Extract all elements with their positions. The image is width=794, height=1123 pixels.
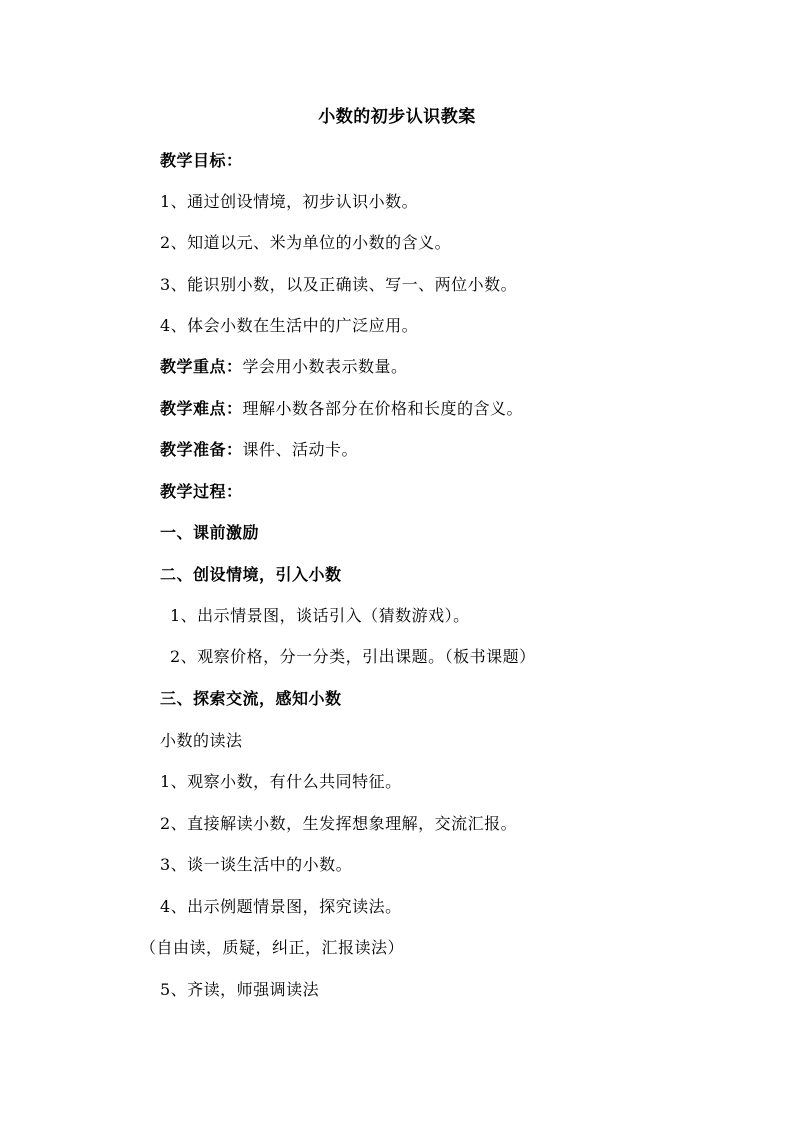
preparation-line — [160, 439, 358, 461]
section-heading: 三、探索交流，感知小数 — [160, 689, 342, 708]
difficulty-line — [160, 398, 523, 420]
key-point-text: 学会用小数表示数量。 — [242, 357, 408, 376]
objective-item: 2、知道以元、米为单位的小数的含义。 — [160, 233, 452, 252]
process-heading: 教学过程： — [160, 482, 243, 501]
difficulty-text: 理解小数各部分在价格和长度的含义。 — [242, 399, 524, 418]
objectives-heading: 教学目标： — [160, 151, 243, 170]
list-item: 1、出示情景图，谈话引入（猜数游戏）。 — [170, 606, 470, 625]
list-item: 5、齐读，师强调读法 — [160, 980, 320, 999]
list-item: 2、观察价格，分一分类，引出课题。（板书课题） — [170, 647, 536, 666]
list-item: 4、出示例题情景图，探究读法。 — [160, 897, 402, 916]
key-point-line — [160, 356, 408, 378]
section-heading: 一、课前激励 — [160, 523, 260, 542]
subheading: 小数的读法 — [160, 731, 243, 750]
difficulty-label: 教学难点： — [160, 399, 243, 418]
document-title: 小数的初步认识教案 — [318, 107, 476, 127]
preparation-text: 课件、活动卡。 — [242, 440, 359, 459]
key-point-label: 教学重点： — [160, 357, 243, 376]
note-line: （自由读，质疑，纠正，汇报读法） — [140, 938, 405, 957]
list-item: 2、直接解读小数，生发挥想象理解，交流汇报。 — [160, 814, 518, 833]
list-item: 3、谈一谈生活中的小数。 — [160, 855, 353, 874]
objective-item: 4、体会小数在生活中的广泛应用。 — [160, 316, 419, 335]
objective-item: 3、能识别小数，以及正确读、写一、两位小数。 — [160, 275, 518, 294]
section-heading: 二、创设情境，引入小数 — [160, 565, 342, 584]
objective-item: 1、通过创设情境，初步认识小数。 — [160, 192, 419, 211]
list-item: 1、观察小数，有什么共同特征。 — [160, 772, 402, 791]
preparation-label: 教学准备： — [160, 440, 243, 459]
